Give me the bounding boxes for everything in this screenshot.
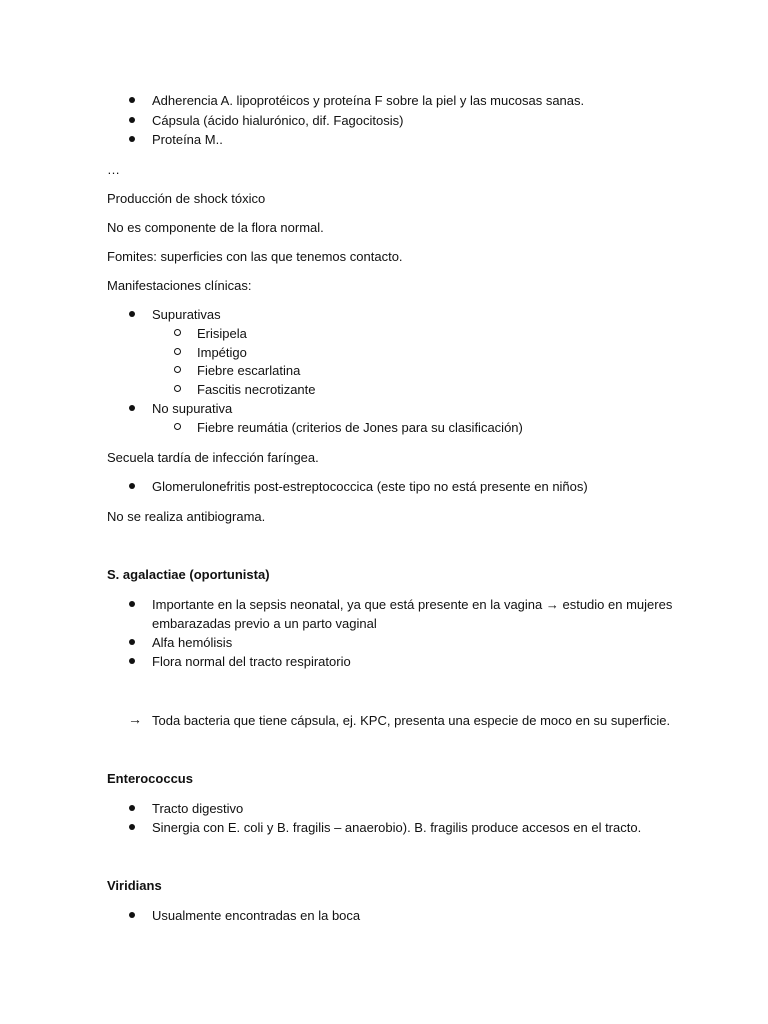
- section-heading: Enterococcus: [107, 771, 193, 786]
- sub-list-item: Fiebre reumátia (criterios de Jones para su clasificación): [197, 420, 523, 435]
- section-heading: S. agalactiae (oportunista): [107, 567, 270, 582]
- paragraph: Producción de shock tóxico: [107, 191, 266, 206]
- bullet-dot-icon: [129, 399, 135, 418]
- sub-list-item: Fiebre escarlatina: [197, 363, 301, 378]
- sub-list-item: Erisipela: [197, 326, 247, 341]
- list-item-continuation: embarazadas previo a un parto vaginal: [152, 616, 377, 631]
- list-item: Proteína M..: [152, 132, 223, 147]
- bullet-dot-icon: [129, 595, 135, 614]
- bullet-dot-icon: [129, 111, 135, 130]
- bullet-dot-icon: [129, 305, 135, 324]
- bullet-dot-icon: [129, 906, 135, 925]
- bullet-dot-icon: [129, 799, 135, 818]
- section-heading: Viridians: [107, 878, 162, 893]
- paragraph: Manifestaciones clínicas:: [107, 278, 252, 293]
- list-item: Importante en la sepsis neonatal, ya que está presente en la vagina → estudio en mujeres: [152, 597, 673, 612]
- bullet-dot-icon: [129, 130, 135, 149]
- bullet-circle-icon: [174, 418, 181, 437]
- bullet-circle-icon: [174, 380, 181, 399]
- ellipsis-text: …: [107, 162, 120, 177]
- list-item: Adherencia A. lipoprotéicos y proteína F sobre la piel y las mucosas sanas.: [152, 93, 585, 108]
- paragraph: Secuela tardía de infección faríngea.: [107, 450, 319, 465]
- list-item: Flora normal del tracto respiratorio: [152, 654, 351, 669]
- list-item: Sinergia con E. coli y B. fragilis – anaerobio). B. fragilis produce accesos en el tracto.: [152, 820, 642, 835]
- list-item: No supurativa: [152, 401, 233, 416]
- paragraph: No es componente de la flora normal.: [107, 220, 324, 235]
- list-item: Usualmente encontradas en la boca: [152, 908, 361, 923]
- sub-list-item: Impétigo: [197, 345, 247, 360]
- paragraph: Fomites: superficies con las que tenemos contacto.: [107, 249, 403, 264]
- bullet-dot-icon: [129, 633, 135, 652]
- bullet-dot-icon: [129, 477, 135, 496]
- bullet-dot-icon: [129, 91, 135, 110]
- bullet-dot-icon: [129, 652, 135, 671]
- bullet-circle-icon: [174, 361, 181, 380]
- arrow-right-icon: →: [128, 711, 142, 727]
- list-item: Alfa hemólisis: [152, 635, 233, 650]
- sub-list-item: Fascitis necrotizante: [197, 382, 316, 397]
- list-item: Glomerulonefritis post-estreptococcica (este tipo no está presente en niños): [152, 479, 588, 494]
- list-item: Supurativas: [152, 307, 221, 322]
- list-item: Cápsula (ácido hialurónico, dif. Fagocitosis): [152, 113, 404, 128]
- bullet-circle-icon: [174, 343, 181, 362]
- list-item: Tracto digestivo: [152, 801, 244, 816]
- bullet-dot-icon: [129, 818, 135, 837]
- bullet-circle-icon: [174, 324, 181, 343]
- arrow-note: Toda bacteria que tiene cápsula, ej. KPC, presenta una especie de moco en su superficie.: [152, 713, 671, 728]
- paragraph: No se realiza antibiograma.: [107, 509, 266, 524]
